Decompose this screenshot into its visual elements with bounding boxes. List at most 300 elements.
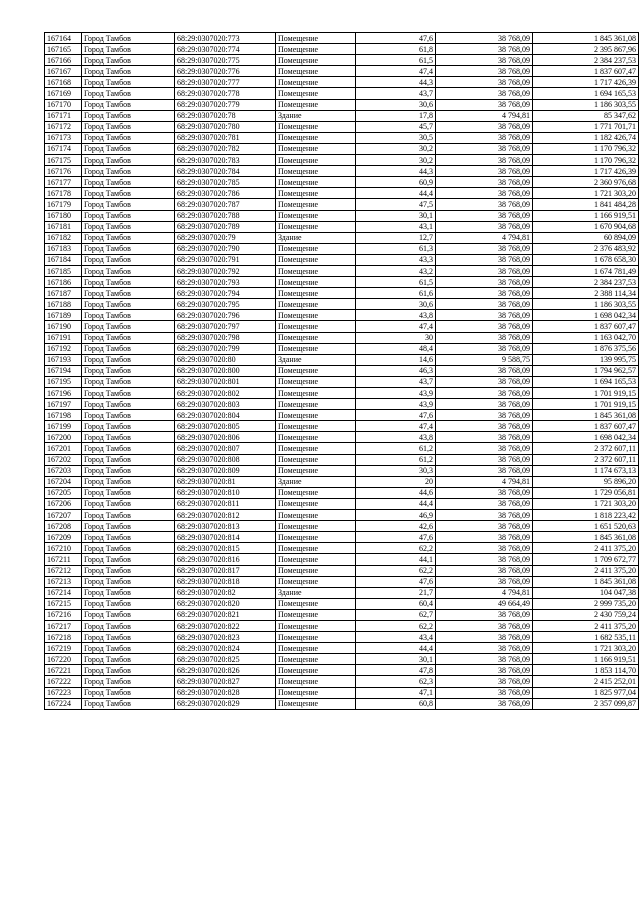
object-type-cell: Помещение <box>276 177 356 188</box>
cadastral-value-cell: 2 411 375,20 <box>533 543 639 554</box>
locality-cell: Город Тамбов <box>82 166 175 177</box>
specific-value-cell: 38 768,09 <box>436 177 533 188</box>
table-row <box>45 487 639 498</box>
locality-cell: Город Тамбов <box>82 554 175 565</box>
object-type-cell: Помещение <box>276 132 356 143</box>
object-type-cell: Помещение <box>276 532 356 543</box>
object-type-cell: Помещение <box>276 454 356 465</box>
row-number-cell: 167184 <box>45 254 82 265</box>
locality-cell: Город Тамбов <box>82 110 175 121</box>
object-type-cell: Помещение <box>276 698 356 709</box>
table-row <box>45 177 639 188</box>
object-type-cell: Помещение <box>276 432 356 443</box>
area-cell: 30,5 <box>356 132 436 143</box>
area-cell: 60,9 <box>356 177 436 188</box>
specific-value-cell: 38 768,09 <box>436 33 533 44</box>
cadastral-number-cell: 68:29:0307020:788 <box>175 210 276 221</box>
cadastral-value-cell: 1 729 056,81 <box>533 487 639 498</box>
specific-value-cell: 38 768,09 <box>436 277 533 288</box>
object-type-cell: Помещение <box>276 243 356 254</box>
table-row <box>45 532 639 543</box>
row-number-cell: 167173 <box>45 132 82 143</box>
specific-value-cell: 4 794,81 <box>436 587 533 598</box>
area-cell: 30,1 <box>356 654 436 665</box>
cadastral-number-cell: 68:29:0307020:805 <box>175 421 276 432</box>
cadastral-value-cell: 1 694 165,53 <box>533 376 639 387</box>
table-row <box>45 543 639 554</box>
object-type-cell: Помещение <box>276 632 356 643</box>
specific-value-cell: 38 768,09 <box>436 487 533 498</box>
locality-cell: Город Тамбов <box>82 99 175 110</box>
area-cell: 43,8 <box>356 432 436 443</box>
locality-cell: Город Тамбов <box>82 576 175 587</box>
table-row <box>45 254 639 265</box>
row-number-cell: 167179 <box>45 199 82 210</box>
cadastral-value-cell: 1 166 919,51 <box>533 210 639 221</box>
area-cell: 61,2 <box>356 454 436 465</box>
area-cell: 61,3 <box>356 243 436 254</box>
area-cell: 61,6 <box>356 288 436 299</box>
locality-cell: Город Тамбов <box>82 132 175 143</box>
object-type-cell: Здание <box>276 587 356 598</box>
cadastral-value-cell: 2 430 759,24 <box>533 609 639 620</box>
cadastral-value-cell: 1 170 796,32 <box>533 155 639 166</box>
table-row <box>45 410 639 421</box>
table-row <box>45 643 639 654</box>
object-type-cell: Помещение <box>276 465 356 476</box>
row-number-cell: 167175 <box>45 155 82 166</box>
row-number-cell: 167171 <box>45 110 82 121</box>
cadastral-number-cell: 68:29:0307020:811 <box>175 498 276 509</box>
row-number-cell: 167180 <box>45 210 82 221</box>
row-number-cell: 167185 <box>45 265 82 276</box>
object-type-cell: Помещение <box>276 99 356 110</box>
locality-cell: Город Тамбов <box>82 510 175 521</box>
table-row <box>45 321 639 332</box>
area-cell: 43,2 <box>356 265 436 276</box>
table-row <box>45 88 639 99</box>
specific-value-cell: 38 768,09 <box>436 454 533 465</box>
row-number-cell: 167168 <box>45 77 82 88</box>
locality-cell: Город Тамбов <box>82 521 175 532</box>
cadastral-value-cell: 1 186 303,55 <box>533 99 639 110</box>
object-type-cell: Помещение <box>276 643 356 654</box>
cadastral-number-cell: 68:29:0307020:793 <box>175 277 276 288</box>
object-type-cell: Помещение <box>276 554 356 565</box>
object-type-cell: Помещение <box>276 421 356 432</box>
table-row <box>45 665 639 676</box>
area-cell: 17,8 <box>356 110 436 121</box>
row-number-cell: 167183 <box>45 243 82 254</box>
row-number-cell: 167208 <box>45 521 82 532</box>
table-row <box>45 33 639 44</box>
object-type-cell: Помещение <box>276 521 356 532</box>
object-type-cell: Помещение <box>276 498 356 509</box>
area-cell: 47,6 <box>356 410 436 421</box>
locality-cell: Город Тамбов <box>82 55 175 66</box>
row-number-cell: 167206 <box>45 498 82 509</box>
area-cell: 30,6 <box>356 99 436 110</box>
cadastral-value-cell: 1 837 607,47 <box>533 321 639 332</box>
object-type-cell: Помещение <box>276 576 356 587</box>
row-number-cell: 167182 <box>45 232 82 243</box>
specific-value-cell: 38 768,09 <box>436 199 533 210</box>
area-cell: 62,7 <box>356 609 436 620</box>
locality-cell: Город Тамбов <box>82 620 175 631</box>
table-row <box>45 265 639 276</box>
cadastral-number-cell: 68:29:0307020:829 <box>175 698 276 709</box>
cadastral-number-cell: 68:29:0307020:777 <box>175 77 276 88</box>
object-type-cell: Помещение <box>276 410 356 421</box>
locality-cell: Город Тамбов <box>82 121 175 132</box>
cadastral-value-cell: 1 853 114,70 <box>533 665 639 676</box>
table-row <box>45 299 639 310</box>
row-number-cell: 167166 <box>45 55 82 66</box>
cadastral-number-cell: 68:29:0307020:808 <box>175 454 276 465</box>
area-cell: 61,5 <box>356 277 436 288</box>
specific-value-cell: 38 768,09 <box>436 620 533 631</box>
table-row <box>45 199 639 210</box>
row-number-cell: 167170 <box>45 99 82 110</box>
cadastral-number-cell: 68:29:0307020:782 <box>175 143 276 154</box>
locality-cell: Город Тамбов <box>82 265 175 276</box>
table-row <box>45 77 639 88</box>
object-type-cell: Здание <box>276 354 356 365</box>
cadastral-number-cell: 68:29:0307020:803 <box>175 399 276 410</box>
cadastral-value-cell: 2 372 607,11 <box>533 443 639 454</box>
table-row <box>45 698 639 709</box>
object-type-cell: Помещение <box>276 265 356 276</box>
area-cell: 43,3 <box>356 254 436 265</box>
table-row <box>45 310 639 321</box>
cadastral-number-cell: 68:29:0307020:785 <box>175 177 276 188</box>
row-number-cell: 167204 <box>45 476 82 487</box>
row-number-cell: 167207 <box>45 510 82 521</box>
row-number-cell: 167194 <box>45 365 82 376</box>
area-cell: 48,4 <box>356 343 436 354</box>
cadastral-value-cell: 1 845 361,08 <box>533 33 639 44</box>
cadastral-value-cell: 1 717 426,39 <box>533 77 639 88</box>
cadastral-number-cell: 68:29:0307020:814 <box>175 532 276 543</box>
object-type-cell: Помещение <box>276 221 356 232</box>
locality-cell: Город Тамбов <box>82 199 175 210</box>
table-row <box>45 143 639 154</box>
cadastral-number-cell: 68:29:0307020:806 <box>175 432 276 443</box>
table-row <box>45 376 639 387</box>
row-number-cell: 167164 <box>45 33 82 44</box>
row-number-cell: 167169 <box>45 88 82 99</box>
locality-cell: Город Тамбов <box>82 354 175 365</box>
table-row <box>45 166 639 177</box>
object-type-cell: Помещение <box>276 609 356 620</box>
cadastral-number-cell: 68:29:0307020:79 <box>175 232 276 243</box>
locality-cell: Город Тамбов <box>82 643 175 654</box>
cadastral-number-cell: 68:29:0307020:784 <box>175 166 276 177</box>
table-body <box>45 33 639 710</box>
object-type-cell: Помещение <box>276 254 356 265</box>
area-cell: 30,3 <box>356 465 436 476</box>
row-number-cell: 167165 <box>45 44 82 55</box>
table-row <box>45 476 639 487</box>
cadastral-value-cell: 1 166 919,51 <box>533 654 639 665</box>
area-cell: 30,2 <box>356 143 436 154</box>
cadastral-number-cell: 68:29:0307020:818 <box>175 576 276 587</box>
locality-cell: Город Тамбов <box>82 288 175 299</box>
table-row <box>45 687 639 698</box>
object-type-cell: Помещение <box>276 388 356 399</box>
table-row <box>45 188 639 199</box>
cadastral-number-cell: 68:29:0307020:779 <box>175 99 276 110</box>
area-cell: 47,1 <box>356 687 436 698</box>
cadastral-value-cell: 2 372 607,11 <box>533 454 639 465</box>
cadastral-value-table <box>44 32 639 710</box>
object-type-cell: Помещение <box>276 332 356 343</box>
locality-cell: Город Тамбов <box>82 454 175 465</box>
locality-cell: Город Тамбов <box>82 388 175 399</box>
specific-value-cell: 38 768,09 <box>436 376 533 387</box>
row-number-cell: 167197 <box>45 399 82 410</box>
row-number-cell: 167189 <box>45 310 82 321</box>
specific-value-cell: 38 768,09 <box>436 421 533 432</box>
specific-value-cell: 38 768,09 <box>436 443 533 454</box>
area-cell: 62,2 <box>356 620 436 631</box>
table-row <box>45 654 639 665</box>
object-type-cell: Помещение <box>276 676 356 687</box>
cadastral-number-cell: 68:29:0307020:827 <box>175 676 276 687</box>
cadastral-value-cell: 2 384 237,53 <box>533 277 639 288</box>
cadastral-value-cell: 1 182 426,74 <box>533 132 639 143</box>
locality-cell: Город Тамбов <box>82 498 175 509</box>
locality-cell: Город Тамбов <box>82 332 175 343</box>
area-cell: 47,4 <box>356 321 436 332</box>
locality-cell: Город Тамбов <box>82 177 175 188</box>
cadastral-value-cell: 1 845 361,08 <box>533 410 639 421</box>
area-cell: 44,4 <box>356 498 436 509</box>
cadastral-number-cell: 68:29:0307020:78 <box>175 110 276 121</box>
area-cell: 30 <box>356 332 436 343</box>
locality-cell: Город Тамбов <box>82 321 175 332</box>
cadastral-number-cell: 68:29:0307020:824 <box>175 643 276 654</box>
area-cell: 43,7 <box>356 88 436 99</box>
specific-value-cell: 38 768,09 <box>436 188 533 199</box>
table-row <box>45 432 639 443</box>
cadastral-value-cell: 1 678 658,30 <box>533 254 639 265</box>
cadastral-value-cell: 1 698 042,34 <box>533 432 639 443</box>
cadastral-number-cell: 68:29:0307020:800 <box>175 365 276 376</box>
specific-value-cell: 38 768,09 <box>436 321 533 332</box>
specific-value-cell: 38 768,09 <box>436 143 533 154</box>
locality-cell: Город Тамбов <box>82 376 175 387</box>
area-cell: 61,5 <box>356 55 436 66</box>
locality-cell: Город Тамбов <box>82 221 175 232</box>
specific-value-cell: 38 768,09 <box>436 44 533 55</box>
area-cell: 43,7 <box>356 376 436 387</box>
object-type-cell: Помещение <box>276 33 356 44</box>
specific-value-cell: 38 768,09 <box>436 432 533 443</box>
locality-cell: Город Тамбов <box>82 299 175 310</box>
row-number-cell: 167217 <box>45 620 82 631</box>
specific-value-cell: 38 768,09 <box>436 166 533 177</box>
table-row <box>45 632 639 643</box>
row-number-cell: 167209 <box>45 532 82 543</box>
cadastral-value-cell: 1 674 781,49 <box>533 265 639 276</box>
area-cell: 47,6 <box>356 532 436 543</box>
area-cell: 21,7 <box>356 587 436 598</box>
locality-cell: Город Тамбов <box>82 77 175 88</box>
row-number-cell: 167219 <box>45 643 82 654</box>
locality-cell: Город Тамбов <box>82 543 175 554</box>
specific-value-cell: 38 768,09 <box>436 643 533 654</box>
cadastral-value-cell: 139 995,75 <box>533 354 639 365</box>
cadastral-value-cell: 1 682 535,11 <box>533 632 639 643</box>
cadastral-value-cell: 85 347,62 <box>533 110 639 121</box>
cadastral-number-cell: 68:29:0307020:817 <box>175 565 276 576</box>
object-type-cell: Помещение <box>276 310 356 321</box>
cadastral-number-cell: 68:29:0307020:802 <box>175 388 276 399</box>
cadastral-value-cell: 1 698 042,34 <box>533 310 639 321</box>
locality-cell: Город Тамбов <box>82 343 175 354</box>
row-number-cell: 167181 <box>45 221 82 232</box>
table-row <box>45 121 639 132</box>
specific-value-cell: 38 768,09 <box>436 121 533 132</box>
cadastral-value-cell: 1 694 165,53 <box>533 88 639 99</box>
table-row <box>45 332 639 343</box>
row-number-cell: 167174 <box>45 143 82 154</box>
table-row <box>45 354 639 365</box>
row-number-cell: 167211 <box>45 554 82 565</box>
object-type-cell: Помещение <box>276 598 356 609</box>
area-cell: 62,3 <box>356 676 436 687</box>
cadastral-number-cell: 68:29:0307020:780 <box>175 121 276 132</box>
specific-value-cell: 38 768,09 <box>436 99 533 110</box>
row-number-cell: 167190 <box>45 321 82 332</box>
locality-cell: Город Тамбов <box>82 188 175 199</box>
table-row <box>45 554 639 565</box>
cadastral-value-cell: 1 825 977,04 <box>533 687 639 698</box>
cadastral-value-cell: 2 415 252,01 <box>533 676 639 687</box>
table-row <box>45 44 639 55</box>
locality-cell: Город Тамбов <box>82 465 175 476</box>
area-cell: 30,2 <box>356 155 436 166</box>
specific-value-cell: 38 768,09 <box>436 132 533 143</box>
row-number-cell: 167220 <box>45 654 82 665</box>
object-type-cell: Помещение <box>276 687 356 698</box>
cadastral-number-cell: 68:29:0307020:809 <box>175 465 276 476</box>
specific-value-cell: 4 794,81 <box>436 476 533 487</box>
locality-cell: Город Тамбов <box>82 399 175 410</box>
table-row <box>45 421 639 432</box>
area-cell: 44,3 <box>356 166 436 177</box>
object-type-cell: Помещение <box>276 77 356 88</box>
cadastral-number-cell: 68:29:0307020:813 <box>175 521 276 532</box>
table-row <box>45 155 639 166</box>
locality-cell: Город Тамбов <box>82 687 175 698</box>
cadastral-value-cell: 2 411 375,20 <box>533 565 639 576</box>
row-number-cell: 167221 <box>45 665 82 676</box>
specific-value-cell: 38 768,09 <box>436 510 533 521</box>
row-number-cell: 167188 <box>45 299 82 310</box>
locality-cell: Город Тамбов <box>82 432 175 443</box>
table-row <box>45 388 639 399</box>
cadastral-number-cell: 68:29:0307020:81 <box>175 476 276 487</box>
cadastral-number-cell: 68:29:0307020:816 <box>175 554 276 565</box>
row-number-cell: 167201 <box>45 443 82 454</box>
cadastral-number-cell: 68:29:0307020:790 <box>175 243 276 254</box>
specific-value-cell: 38 768,09 <box>436 665 533 676</box>
cadastral-value-cell: 104 047,38 <box>533 587 639 598</box>
cadastral-number-cell: 68:29:0307020:82 <box>175 587 276 598</box>
specific-value-cell: 38 768,09 <box>436 77 533 88</box>
cadastral-number-cell: 68:29:0307020:826 <box>175 665 276 676</box>
specific-value-cell: 4 794,81 <box>436 110 533 121</box>
row-number-cell: 167212 <box>45 565 82 576</box>
row-number-cell: 167172 <box>45 121 82 132</box>
cadastral-value-cell: 1 186 303,55 <box>533 299 639 310</box>
cadastral-number-cell: 68:29:0307020:828 <box>175 687 276 698</box>
row-number-cell: 167177 <box>45 177 82 188</box>
area-cell: 44,1 <box>356 554 436 565</box>
specific-value-cell: 38 768,09 <box>436 221 533 232</box>
cadastral-number-cell: 68:29:0307020:797 <box>175 321 276 332</box>
cadastral-number-cell: 68:29:0307020:810 <box>175 487 276 498</box>
locality-cell: Город Тамбов <box>82 254 175 265</box>
specific-value-cell: 38 768,09 <box>436 676 533 687</box>
specific-value-cell: 38 768,09 <box>436 543 533 554</box>
table-row <box>45 55 639 66</box>
locality-cell: Город Тамбов <box>82 243 175 254</box>
locality-cell: Город Тамбов <box>82 487 175 498</box>
row-number-cell: 167191 <box>45 332 82 343</box>
cadastral-value-cell: 60 894,09 <box>533 232 639 243</box>
object-type-cell: Помещение <box>276 510 356 521</box>
specific-value-cell: 38 768,09 <box>436 410 533 421</box>
row-number-cell: 167192 <box>45 343 82 354</box>
specific-value-cell: 38 768,09 <box>436 288 533 299</box>
cadastral-value-cell: 1 876 375,56 <box>533 343 639 354</box>
cadastral-value-cell: 1 174 673,13 <box>533 465 639 476</box>
cadastral-number-cell: 68:29:0307020:798 <box>175 332 276 343</box>
locality-cell: Город Тамбов <box>82 88 175 99</box>
table-row <box>45 465 639 476</box>
cadastral-number-cell: 68:29:0307020:822 <box>175 620 276 631</box>
locality-cell: Город Тамбов <box>82 277 175 288</box>
locality-cell: Город Тамбов <box>82 654 175 665</box>
table-row <box>45 132 639 143</box>
object-type-cell: Помещение <box>276 210 356 221</box>
object-type-cell: Помещение <box>276 443 356 454</box>
cadastral-number-cell: 68:29:0307020:791 <box>175 254 276 265</box>
object-type-cell: Здание <box>276 476 356 487</box>
table-row <box>45 498 639 509</box>
specific-value-cell: 38 768,09 <box>436 465 533 476</box>
area-cell: 60,8 <box>356 698 436 709</box>
locality-cell: Город Тамбов <box>82 665 175 676</box>
locality-cell: Город Тамбов <box>82 632 175 643</box>
specific-value-cell: 38 768,09 <box>436 332 533 343</box>
cadastral-value-cell: 2 395 867,96 <box>533 44 639 55</box>
object-type-cell: Помещение <box>276 620 356 631</box>
locality-cell: Город Тамбов <box>82 310 175 321</box>
row-number-cell: 167218 <box>45 632 82 643</box>
object-type-cell: Помещение <box>276 543 356 554</box>
cadastral-number-cell: 68:29:0307020:792 <box>175 265 276 276</box>
table-row <box>45 510 639 521</box>
cadastral-number-cell: 68:29:0307020:794 <box>175 288 276 299</box>
area-cell: 30,1 <box>356 210 436 221</box>
row-number-cell: 167224 <box>45 698 82 709</box>
area-cell: 14,6 <box>356 354 436 365</box>
specific-value-cell: 38 768,09 <box>436 365 533 376</box>
